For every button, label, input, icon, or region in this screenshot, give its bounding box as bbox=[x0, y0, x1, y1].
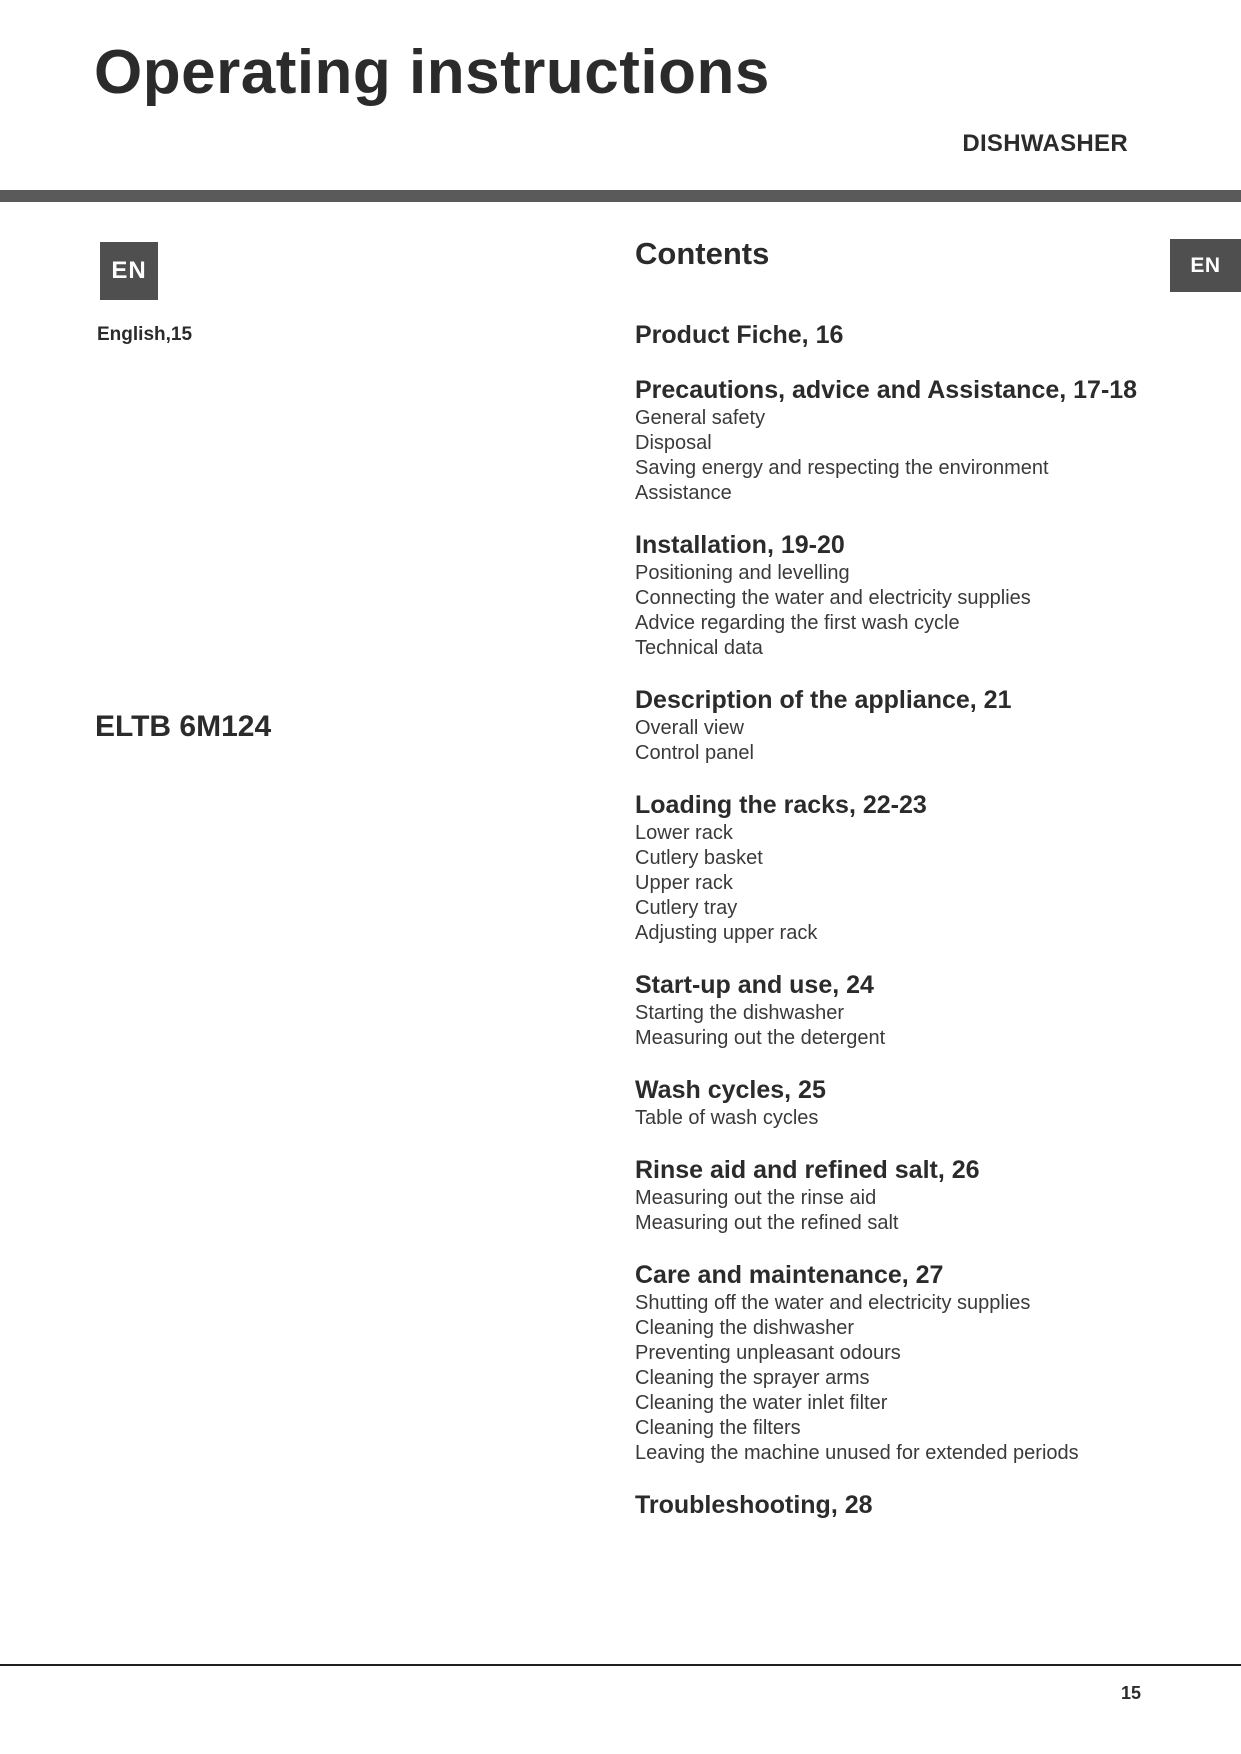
toc-section-title: Installation, 19-20 bbox=[635, 531, 845, 559]
toc-section bbox=[635, 375, 1195, 506]
toc-subitem: Overall view bbox=[635, 717, 744, 739]
toc-section-title: Wash cycles, 25 bbox=[635, 1076, 826, 1104]
toc-subitem: Measuring out the detergent bbox=[635, 1027, 886, 1049]
toc-section-title: Troubleshooting, 28 bbox=[635, 1491, 873, 1519]
toc-subitem: Connecting the water and electricity supplies bbox=[635, 587, 1031, 609]
toc-section-title: Product Fiche, 16 bbox=[635, 321, 844, 349]
page-title: Operating instructions bbox=[94, 38, 770, 107]
toc-subitem: Advice regarding the first wash cycle bbox=[635, 612, 960, 634]
toc-section bbox=[635, 530, 1195, 661]
toc-subitem: Positioning and levelling bbox=[635, 562, 850, 584]
toc-subitem: Shutting off the water and electricity supplies bbox=[635, 1292, 1031, 1314]
toc-subitem: Measuring out the refined salt bbox=[635, 1212, 899, 1234]
toc-section-title: Care and maintenance, 27 bbox=[635, 1261, 944, 1289]
toc-subitem: Lower rack bbox=[635, 822, 733, 844]
toc-subitem: Cleaning the dishwasher bbox=[635, 1317, 855, 1339]
language-badge: EN bbox=[100, 242, 158, 300]
toc-section bbox=[635, 320, 1195, 351]
header-divider bbox=[0, 190, 1241, 202]
language-side-tab: EN bbox=[1170, 239, 1241, 292]
toc-subitem: Technical data bbox=[635, 637, 763, 659]
toc-section-title: Description of the appliance, 21 bbox=[635, 686, 1012, 714]
toc-subitem: Leaving the machine unused for extended periods bbox=[635, 1442, 1079, 1464]
toc-subitem: Preventing unpleasant odours bbox=[635, 1342, 901, 1364]
toc-subitem: Cleaning the sprayer arms bbox=[635, 1367, 870, 1389]
page-number: 15 bbox=[1120, 1683, 1141, 1703]
model-number: ELTB 6M124 bbox=[95, 710, 272, 743]
toc-subitem: Cutlery basket bbox=[635, 847, 763, 869]
toc-subitem: Starting the dishwasher bbox=[635, 1002, 845, 1024]
toc-section bbox=[635, 1075, 1195, 1131]
toc-subitem: Measuring out the rinse aid bbox=[635, 1187, 877, 1209]
table-of-contents bbox=[635, 320, 1195, 1545]
product-type-label: DISHWASHER bbox=[962, 130, 1128, 157]
toc-subitem: Cutlery tray bbox=[635, 897, 738, 919]
toc-section-title: Start-up and use, 24 bbox=[635, 971, 874, 999]
toc-subitem: General safety bbox=[635, 407, 766, 429]
toc-section bbox=[635, 1155, 1195, 1236]
toc-section-title: Precautions, advice and Assistance, 17-18 bbox=[635, 376, 1138, 404]
toc-section bbox=[635, 970, 1195, 1051]
toc-section bbox=[635, 1490, 1195, 1521]
toc-subitem: Table of wash cycles bbox=[635, 1107, 819, 1129]
footer-divider bbox=[0, 1664, 1241, 1666]
language-page-reference: English,15 bbox=[97, 324, 193, 345]
toc-subitem: Control panel bbox=[635, 742, 754, 764]
toc-section bbox=[635, 1260, 1195, 1466]
contents-heading: Contents bbox=[635, 236, 770, 271]
toc-section-title: Loading the racks, 22-23 bbox=[635, 791, 927, 819]
toc-subitem: Cleaning the filters bbox=[635, 1417, 801, 1439]
toc-section-title: Rinse aid and refined salt, 26 bbox=[635, 1156, 980, 1184]
toc-subitem: Cleaning the water inlet filter bbox=[635, 1392, 888, 1414]
toc-subitem: Upper rack bbox=[635, 872, 733, 894]
toc-subitem: Disposal bbox=[635, 432, 712, 454]
toc-section bbox=[635, 790, 1195, 946]
toc-section bbox=[635, 685, 1195, 766]
toc-subitem: Assistance bbox=[635, 482, 732, 504]
toc-subitem: Saving energy and respecting the environment bbox=[635, 457, 1049, 479]
toc-subitem: Adjusting upper rack bbox=[635, 922, 818, 944]
